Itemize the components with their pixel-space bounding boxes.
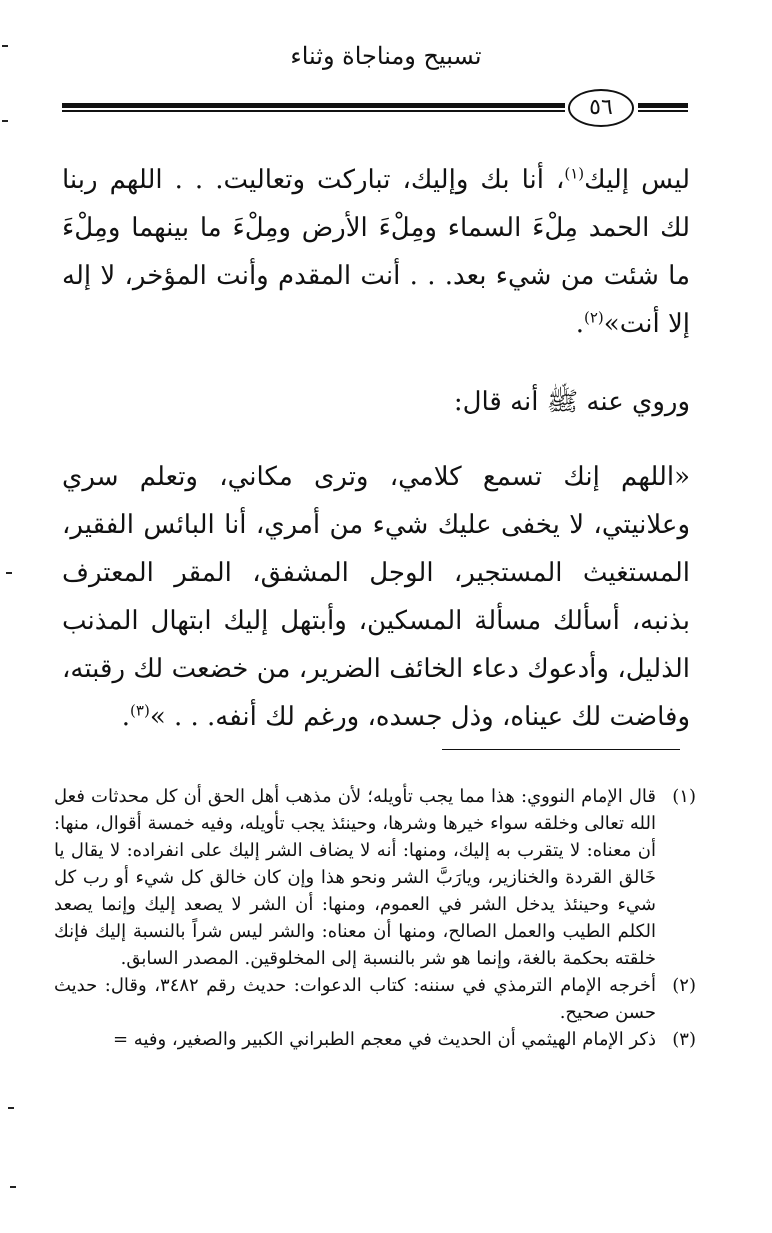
footnote bbox=[54, 972, 696, 1026]
footnote-ref[interactable]: (٢) bbox=[584, 308, 604, 327]
running-title: تسبيح ومناجاة وثناء bbox=[290, 42, 482, 70]
footnote bbox=[54, 783, 696, 972]
body-text-segment: ، أنا بك وإليك، تباركت وتعاليت. . . اللهم ربنا لك الحمد مِلْءَ السماء ومِلْءَ الأرض ومِلْءَ ما بينهما ومِلْءَ ما شئت من شيء بعد. . . أنت المقدم وأنت المؤخر، لا إله إلا أنت» bbox=[62, 165, 690, 339]
body-text-segment: . bbox=[575, 309, 584, 339]
footnote-ref[interactable]: (١) bbox=[564, 164, 585, 183]
footnote-text: أخرجه الإمام الترمذي في سننه: كتاب الدعوات: حديث رقم ٣٤٨٢، وقال: حديث حسن صحيح. bbox=[54, 975, 656, 1023]
body-paragraph: وروي عنه ﷺ أنه قال: bbox=[453, 387, 690, 417]
footnote-text: قال الإمام النووي: هذا مما يجب تأويله؛ لأن مذهب أهل الحق أن كل محدثات فعل الله تعالى وخلقه سواء خيرها وشرها، وحينئذ يجب تأويله، وفيه خمسة أقوال، منها: أن معناه: لا يتقرب به إليك، ومنها: أنه لا يضاف الشر إليك على انفراده: لا يقال يا خَالق القردة والخنازير، ويارَبَّ الشر ونحو هذا وإن كان خالق كل شيء أو رب كل شيء وحينئذ يدخل الشر في العموم، ومنها: أن الشر لا يصعد إليك وإنما يصعد الكلم الطيب والعمل الصالح، ومنها أن معناه: والشر ليس شراً بالنسبة إليك فإنك خلقته بحكمة بالغة، وإنما هو شر بالنسبة إلى المخلوقين. المصدر السابق. bbox=[54, 786, 656, 969]
body-paragraph bbox=[62, 156, 690, 348]
body-text-segment: . bbox=[121, 702, 131, 732]
body-text-segment: ليس إليك bbox=[584, 165, 690, 195]
footnote-separator bbox=[442, 749, 680, 750]
footnotes bbox=[54, 783, 696, 1053]
scan-mark bbox=[10, 1186, 16, 1188]
footnote-text: ذكر الإمام الهيثمي أن الحديث في معجم الطبراني الكبير والصغير، وفيه = bbox=[113, 1029, 656, 1050]
body-paragraph bbox=[62, 453, 690, 741]
footnote bbox=[54, 1026, 696, 1053]
footnote-number: (٢) bbox=[672, 975, 696, 996]
header-rule bbox=[62, 110, 565, 112]
header-rule bbox=[638, 103, 688, 108]
header-rule bbox=[638, 110, 688, 112]
scan-mark bbox=[6, 572, 12, 574]
header-rule bbox=[62, 103, 565, 108]
footnote-ref[interactable]: (٣) bbox=[130, 701, 150, 720]
footnote-number: (١) bbox=[672, 786, 696, 807]
scan-mark bbox=[8, 1107, 14, 1109]
scan-mark bbox=[2, 120, 8, 122]
page-number: ٥٦ bbox=[568, 89, 634, 127]
scan-mark bbox=[2, 45, 8, 47]
body-text-segment: «اللهم إنك تسمع كلامي، وترى مكاني، وتعلم سري وعلانيتي، لا يخفى عليك شيء من أمري، أنا البائس الفقير، المستغيث المستجير، الوجل المشفق، المقر المعترف بذنبه، أسألك مسألة المسكين، وأبتهل إليك ابتهال المذنب الذليل، وأدعوك دعاء الخائف الضرير، من خضعت لك رقبته، وفاضت لك عيناه، وذل جسده، ورغم لك أنفه. . . » bbox=[62, 462, 690, 732]
footnote-number: (٣) bbox=[672, 1029, 696, 1050]
